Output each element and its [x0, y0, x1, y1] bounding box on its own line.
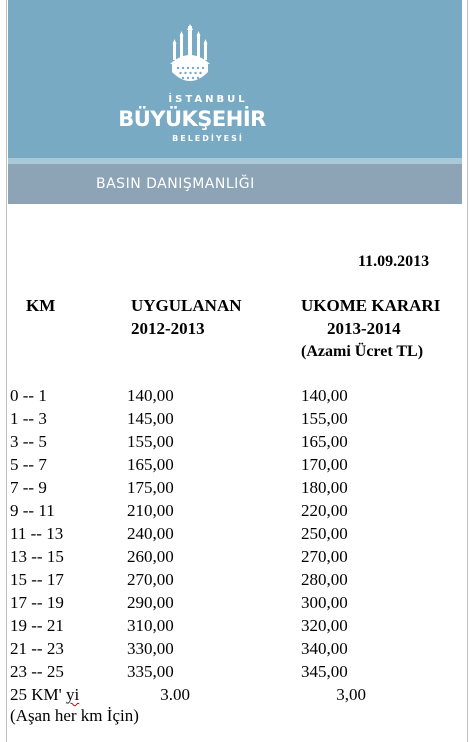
- table-row: [10, 614, 460, 637]
- department-title: BASIN DANIŞMANLIĞI: [96, 176, 255, 192]
- current-fare: 270,00: [127, 570, 174, 589]
- table-row: [10, 430, 460, 453]
- current-fare: 155,00: [127, 432, 174, 451]
- current-fare: 210,00: [127, 501, 174, 520]
- new-fare: 250,00: [301, 524, 348, 543]
- footnote: (Aşan her km İçin): [10, 706, 139, 725]
- logo-text-belediyesi: BELEDİYESİ: [172, 134, 244, 143]
- current-fare: 330,00: [127, 639, 174, 658]
- column-header-current: UYGULANAN: [131, 296, 242, 315]
- current-fare: 3.00: [160, 685, 190, 704]
- new-fare: 180,00: [301, 478, 348, 497]
- column-header-new-unit: (Azami Ücret TL): [301, 343, 424, 360]
- table-row: [10, 499, 460, 522]
- header-banner: [8, 0, 462, 158]
- fare-table: [10, 384, 460, 706]
- logo-text-buyuksehir: BÜYÜKŞEHİR: [118, 107, 266, 131]
- current-fare: 175,00: [127, 478, 174, 497]
- new-fare: 155,00: [301, 409, 348, 428]
- new-fare: 3,00: [336, 685, 366, 704]
- table-row: [10, 545, 460, 568]
- km-range: 3 -- 5: [10, 432, 47, 451]
- current-fare: 260,00: [127, 547, 174, 566]
- new-fare: 270,00: [301, 547, 348, 566]
- km-range: 19 -- 21: [10, 616, 64, 635]
- new-fare: 300,00: [301, 593, 348, 612]
- new-fare: 320,00: [301, 616, 348, 635]
- current-fare: 290,00: [127, 593, 174, 612]
- table-row: [10, 591, 460, 614]
- column-header-new-period: 2013-2014: [327, 319, 401, 338]
- table-row: [10, 522, 460, 545]
- km-range: 15 -- 17: [10, 570, 64, 589]
- table-row: [10, 384, 460, 407]
- new-fare: 140,00: [301, 386, 348, 405]
- km-range-suffix: yi: [65, 685, 80, 704]
- km-range: 13 -- 15: [10, 547, 64, 566]
- logo-text-istanbul: İSTANBUL: [168, 94, 248, 105]
- km-range: 23 -- 25: [10, 662, 64, 681]
- current-fare: 145,00: [127, 409, 174, 428]
- table-row: [10, 407, 460, 430]
- table-row-extra-km: [10, 683, 460, 706]
- department-bar: [8, 164, 462, 204]
- new-fare: 220,00: [301, 501, 348, 520]
- km-range: 11 -- 13: [10, 524, 64, 543]
- km-range: [10, 683, 79, 706]
- current-fare: 165,00: [127, 455, 174, 474]
- km-range: 17 -- 19: [10, 593, 64, 612]
- current-fare: 140,00: [127, 386, 174, 405]
- table-row: [10, 568, 460, 591]
- column-header-new: UKOME KARARI: [301, 296, 441, 315]
- km-range: 21 -- 23: [10, 639, 64, 658]
- new-fare: 165,00: [301, 432, 348, 451]
- table-row: [10, 453, 460, 476]
- km-range: 9 -- 11: [10, 501, 55, 520]
- table-row: [10, 660, 460, 683]
- km-range: 7 -- 9: [10, 478, 47, 497]
- km-range-prefix: 25 KM': [10, 685, 66, 704]
- new-fare: 345,00: [301, 662, 348, 681]
- km-range: 0 -- 1: [10, 386, 47, 405]
- new-fare: 280,00: [301, 570, 348, 589]
- current-fare: 310,00: [127, 616, 174, 635]
- table-row: [10, 637, 460, 660]
- new-fare: 170,00: [301, 455, 348, 474]
- column-header-current-period: 2012-2013: [131, 319, 205, 338]
- column-header-km: KM: [26, 296, 56, 315]
- table-row: [10, 476, 460, 499]
- municipality-emblem-icon: [166, 24, 214, 88]
- current-fare: 335,00: [127, 662, 174, 681]
- document-date: 11.09.2013: [358, 253, 430, 270]
- new-fare: 340,00: [301, 639, 348, 658]
- km-range: 5 -- 7: [10, 455, 47, 474]
- current-fare: 240,00: [127, 524, 174, 543]
- km-range: 1 -- 3: [10, 409, 47, 428]
